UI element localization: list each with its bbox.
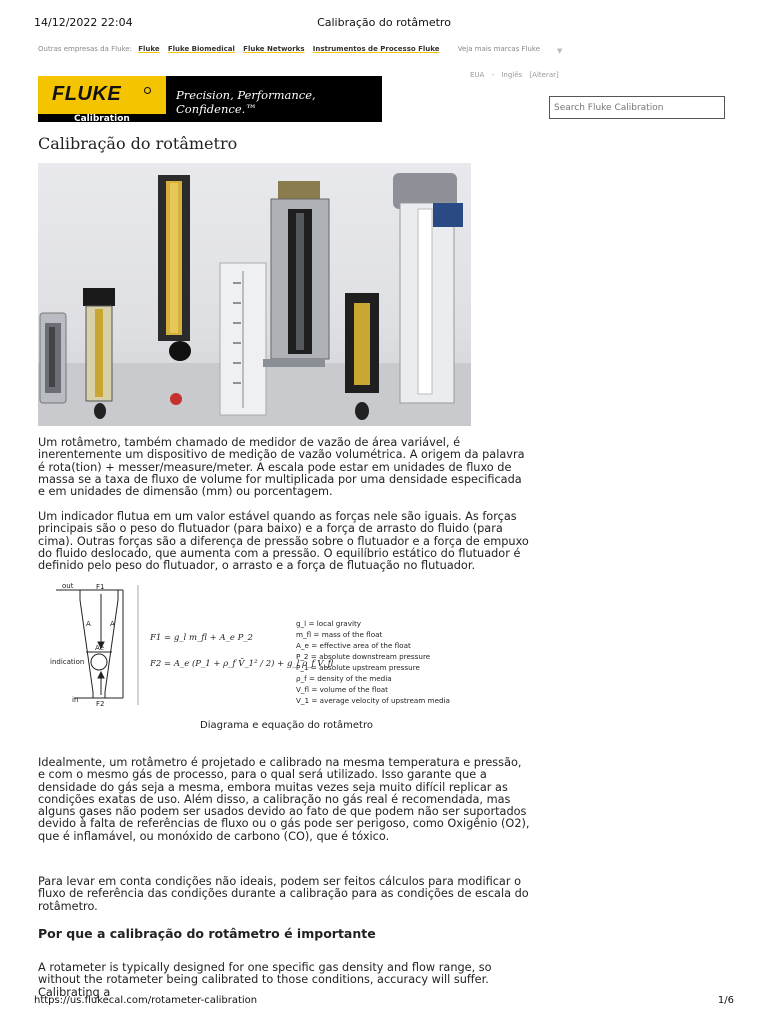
locale-selector — [470, 71, 564, 79]
diagram-label-indication: indication — [50, 658, 85, 666]
search-input[interactable] — [549, 96, 725, 119]
legend-item: g_l = local gravity — [296, 619, 362, 628]
nav-link-fluke-networks[interactable]: Fluke Networks — [243, 45, 305, 53]
legend-item: P_1 = absolute upstream pressure — [296, 663, 420, 672]
print-url: https://us.flukecal.com/rotameter-calibration — [34, 995, 258, 1006]
rotameter-diagram-svg — [38, 580, 478, 706]
legend-item: V_1 = average velocity of upstream media — [296, 696, 450, 705]
diagram-float — [91, 654, 107, 670]
other-companies-nav — [38, 45, 540, 53]
diagram-label-ae: Ae — [95, 644, 104, 652]
logo-emblem-icon — [144, 87, 151, 94]
equation-f1: F1 = g_l m_fl + A_e P_2 — [150, 633, 253, 643]
legend-item: V_fl = volume of the float — [296, 685, 388, 694]
print-date: 14/12/2022 22:04 — [34, 16, 133, 29]
banner-subbrand: Calibration — [74, 114, 130, 122]
article-paragraph-5: A rotameter is typically designed for one specific gas density and flow range, so without the rotameter being calibrated to those conditions, accuracy will suffer. Calibrating a — [38, 961, 492, 999]
print-title: Calibração do rotâmetro — [317, 16, 451, 29]
section-heading: Por que a calibração do rotâmetro é importante — [38, 926, 376, 941]
nav-link-fluke[interactable]: Fluke — [138, 45, 160, 53]
rotameters-photo — [38, 163, 471, 426]
diagram-label-out: out — [62, 582, 74, 590]
banner-tagline: Precision, Performance, Confidence.™ — [176, 88, 316, 116]
diagram-label-a-right: A — [110, 620, 115, 628]
more-brands-dropdown[interactable]: Veja mais marcas Fluke — [457, 45, 541, 53]
nav-link-process-instruments[interactable]: Instrumentos de Processo Fluke — [312, 45, 440, 53]
print-page-number: 1/6 — [717, 995, 734, 1006]
diagram-label-f2: F2 — [96, 700, 105, 706]
fluke-logo[interactable] — [38, 76, 166, 114]
legend-item: ρ_f = density of the media — [296, 674, 392, 683]
locale-separator: - — [491, 71, 495, 79]
diagram-label-a-left: A — [86, 620, 91, 628]
legend-item: A_e = effective area of the float — [296, 641, 411, 650]
nav-link-fluke-biomedical[interactable]: Fluke Biomedical — [167, 45, 235, 53]
equation-f2: F2 = A_e (P_1 + ρ_f V̄_1² / 2) + g_l ρ_f V_fl — [150, 659, 334, 669]
diagram-label-in: in — [72, 696, 79, 704]
chevron-down-icon[interactable]: ▼ — [557, 47, 563, 55]
article-paragraph-3: Idealmente, um rotâmetro é projetado e calibrado na mesma temperatura e pressão, e com o mesmo gás de processo, para o qual será utilizado. Isso garante que a densidade do gás seja a mesma, embora muitas vezes seja muito difícil replicar as condições exatas de uso. Além disso, a calibração no gás real é recomendada, mas alguns gases não podem ser usados devido ao fato de que podem não ser suportados devido à falta de referências de fluxo ou o gás pode ser perigoso, como Oxigênio (O2), que é inflamável, ou monóxido de carbono (CO), que é tóxico. — [38, 756, 530, 843]
locale-language: Inglês — [501, 71, 523, 79]
rotameter-black-top — [83, 288, 115, 419]
logo-text: FLUKE — [52, 83, 122, 105]
locale-change-link[interactable]: [Alterar] — [529, 71, 559, 79]
locale-region: EUA — [470, 71, 485, 79]
diagram-caption: Diagrama e equação do rotâmetro — [200, 720, 373, 731]
rotameter-small-left — [40, 313, 66, 403]
article-paragraph-1: Um rotâmetro, também chamado de medidor de vazão de área variável, é inerentemente um dispositivo de medição de vazão volumétrica. A origem da palavra é rota(tion) + messer/measure/meter. A escala pode estar em unidades de fluxo de massa se a taxa de fluxo de volume for multiplicada por uma densidade especificada e em unidades de dimensão (mm) ou porcentagem. — [38, 436, 525, 499]
rotameter-acrylic — [220, 263, 266, 415]
print-header — [34, 16, 734, 30]
article-paragraph-4: Para levar em conta condições não ideais, podem ser feitos cálculos para modificar o fluxo de referência das condições durante a calibração para as condições de escala do rotâmetro. — [38, 875, 529, 913]
rotameters-illustration — [38, 163, 471, 426]
rotameter-tall-yellow — [158, 175, 191, 361]
rotameter-large-clear — [393, 173, 463, 403]
rotameter-metal-frame — [263, 181, 329, 367]
other-companies-label: Outras empresas da Fluke: — [38, 45, 132, 53]
legend-item: m_fl = mass of the float — [296, 630, 383, 639]
rotameter-diagram — [38, 580, 478, 706]
article-paragraph-2: Um indicador flutua em um valor estável quando as forças nele são iguais. As forças principais são o peso do flutuador (para baixo) e a força de arrasto do fluido (para cima). Outras forças são a diferença de pressão sobre o flutuador e a força de empuxo do fluido deslocado, que aumenta com a pressão. O equilíbrio estático do flutuador é definido pelo peso do flutuador, o arrasto e a força de flutuação no flutuador. — [38, 510, 529, 573]
page-title: Calibração do rotâmetro — [38, 134, 238, 153]
legend-item: P_2 = absolute downstream pressure — [296, 652, 431, 661]
fluke-calibration-banner[interactable] — [38, 76, 382, 122]
diagram-label-f1: F1 — [96, 583, 105, 591]
